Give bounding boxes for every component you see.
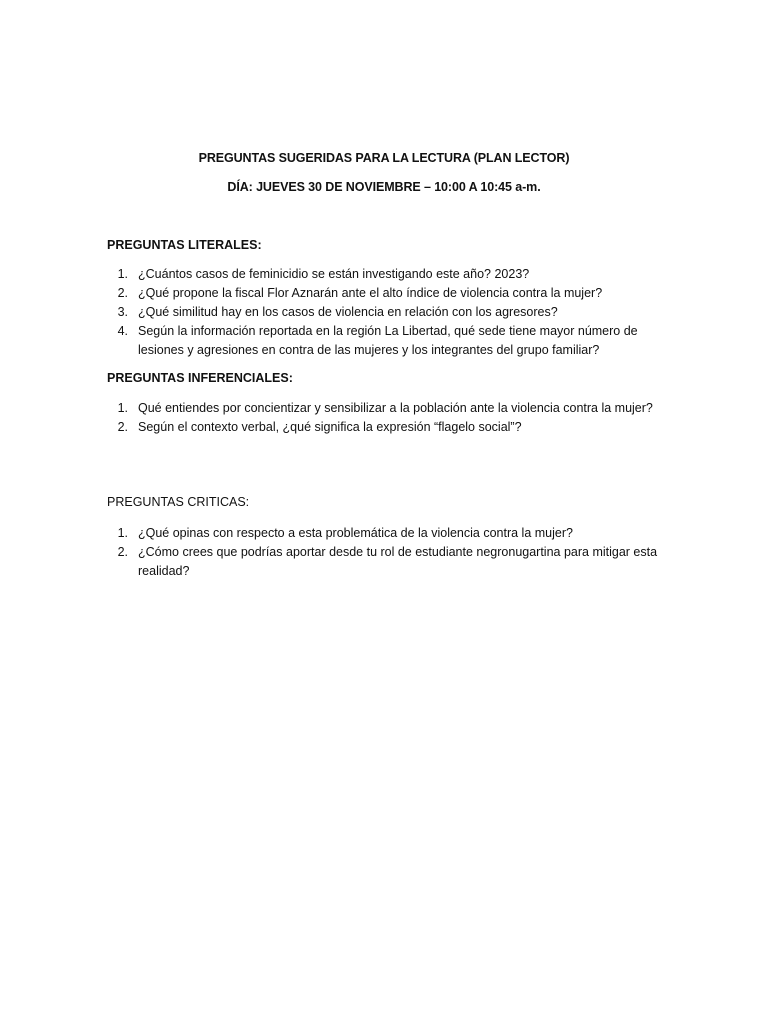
list-item-text: Qué entiendes por concientizar y sensibilizar a la población ante la violencia contra la mujer? <box>138 401 653 415</box>
list-item <box>107 543 667 581</box>
list-item <box>107 322 667 360</box>
list-item <box>107 284 667 303</box>
question-list-literales <box>107 265 667 360</box>
list-item-text: Según la información reportada en la región La Libertad, qué sede tiene mayor número de lesiones y agresiones en contra de las mujeres y los integrantes del grupo familiar? <box>138 324 638 357</box>
list-item <box>107 303 667 322</box>
question-list-criticas <box>107 524 667 581</box>
section-heading-criticas: PREGUNTAS CRITICAS: <box>107 495 250 509</box>
section-heading-inferenciales: PREGUNTAS INFERENCIALES: <box>107 371 293 385</box>
document-title: PREGUNTAS SUGERIDAS PARA LA LECTURA (PLAN LECTOR) <box>198 151 570 165</box>
list-item-number: 1. <box>117 526 128 540</box>
list-item-number: 2. <box>117 545 128 559</box>
list-item-number: 2. <box>117 420 128 434</box>
list-item <box>107 418 667 437</box>
section-heading-literales: PREGUNTAS LITERALES: <box>107 238 262 252</box>
list-item-text: ¿Qué similitud hay en los casos de violencia en relación con los agresores? <box>138 305 558 319</box>
document-date-line: DÍA: JUEVES 30 DE NOVIEMBRE – 10:00 A 10:45 a-m. <box>227 180 541 194</box>
list-item-text: ¿Cuántos casos de feminicidio se están investigando este año? 2023? <box>138 267 530 281</box>
list-item <box>107 265 667 284</box>
list-item <box>107 399 667 418</box>
list-item-number: 1. <box>117 267 128 281</box>
list-item-text: ¿Cómo crees que podrías aportar desde tu rol de estudiante negronugartina para mitigar esta realidad? <box>138 545 658 578</box>
list-item-number: 1. <box>117 401 128 415</box>
question-list-inferenciales <box>107 399 667 437</box>
list-item-number: 2. <box>117 286 128 300</box>
list-item-number: 3. <box>117 305 128 319</box>
list-item-text: ¿Qué opinas con respecto a esta problemática de la violencia contra la mujer? <box>138 526 573 540</box>
list-item-text: Según el contexto verbal, ¿qué significa la expresión “flagelo social”? <box>138 420 522 434</box>
list-item-number: 4. <box>117 324 128 338</box>
list-item-text: ¿Qué propone la fiscal Flor Aznarán ante el alto índice de violencia contra la mujer? <box>138 286 603 300</box>
list-item <box>107 524 667 543</box>
